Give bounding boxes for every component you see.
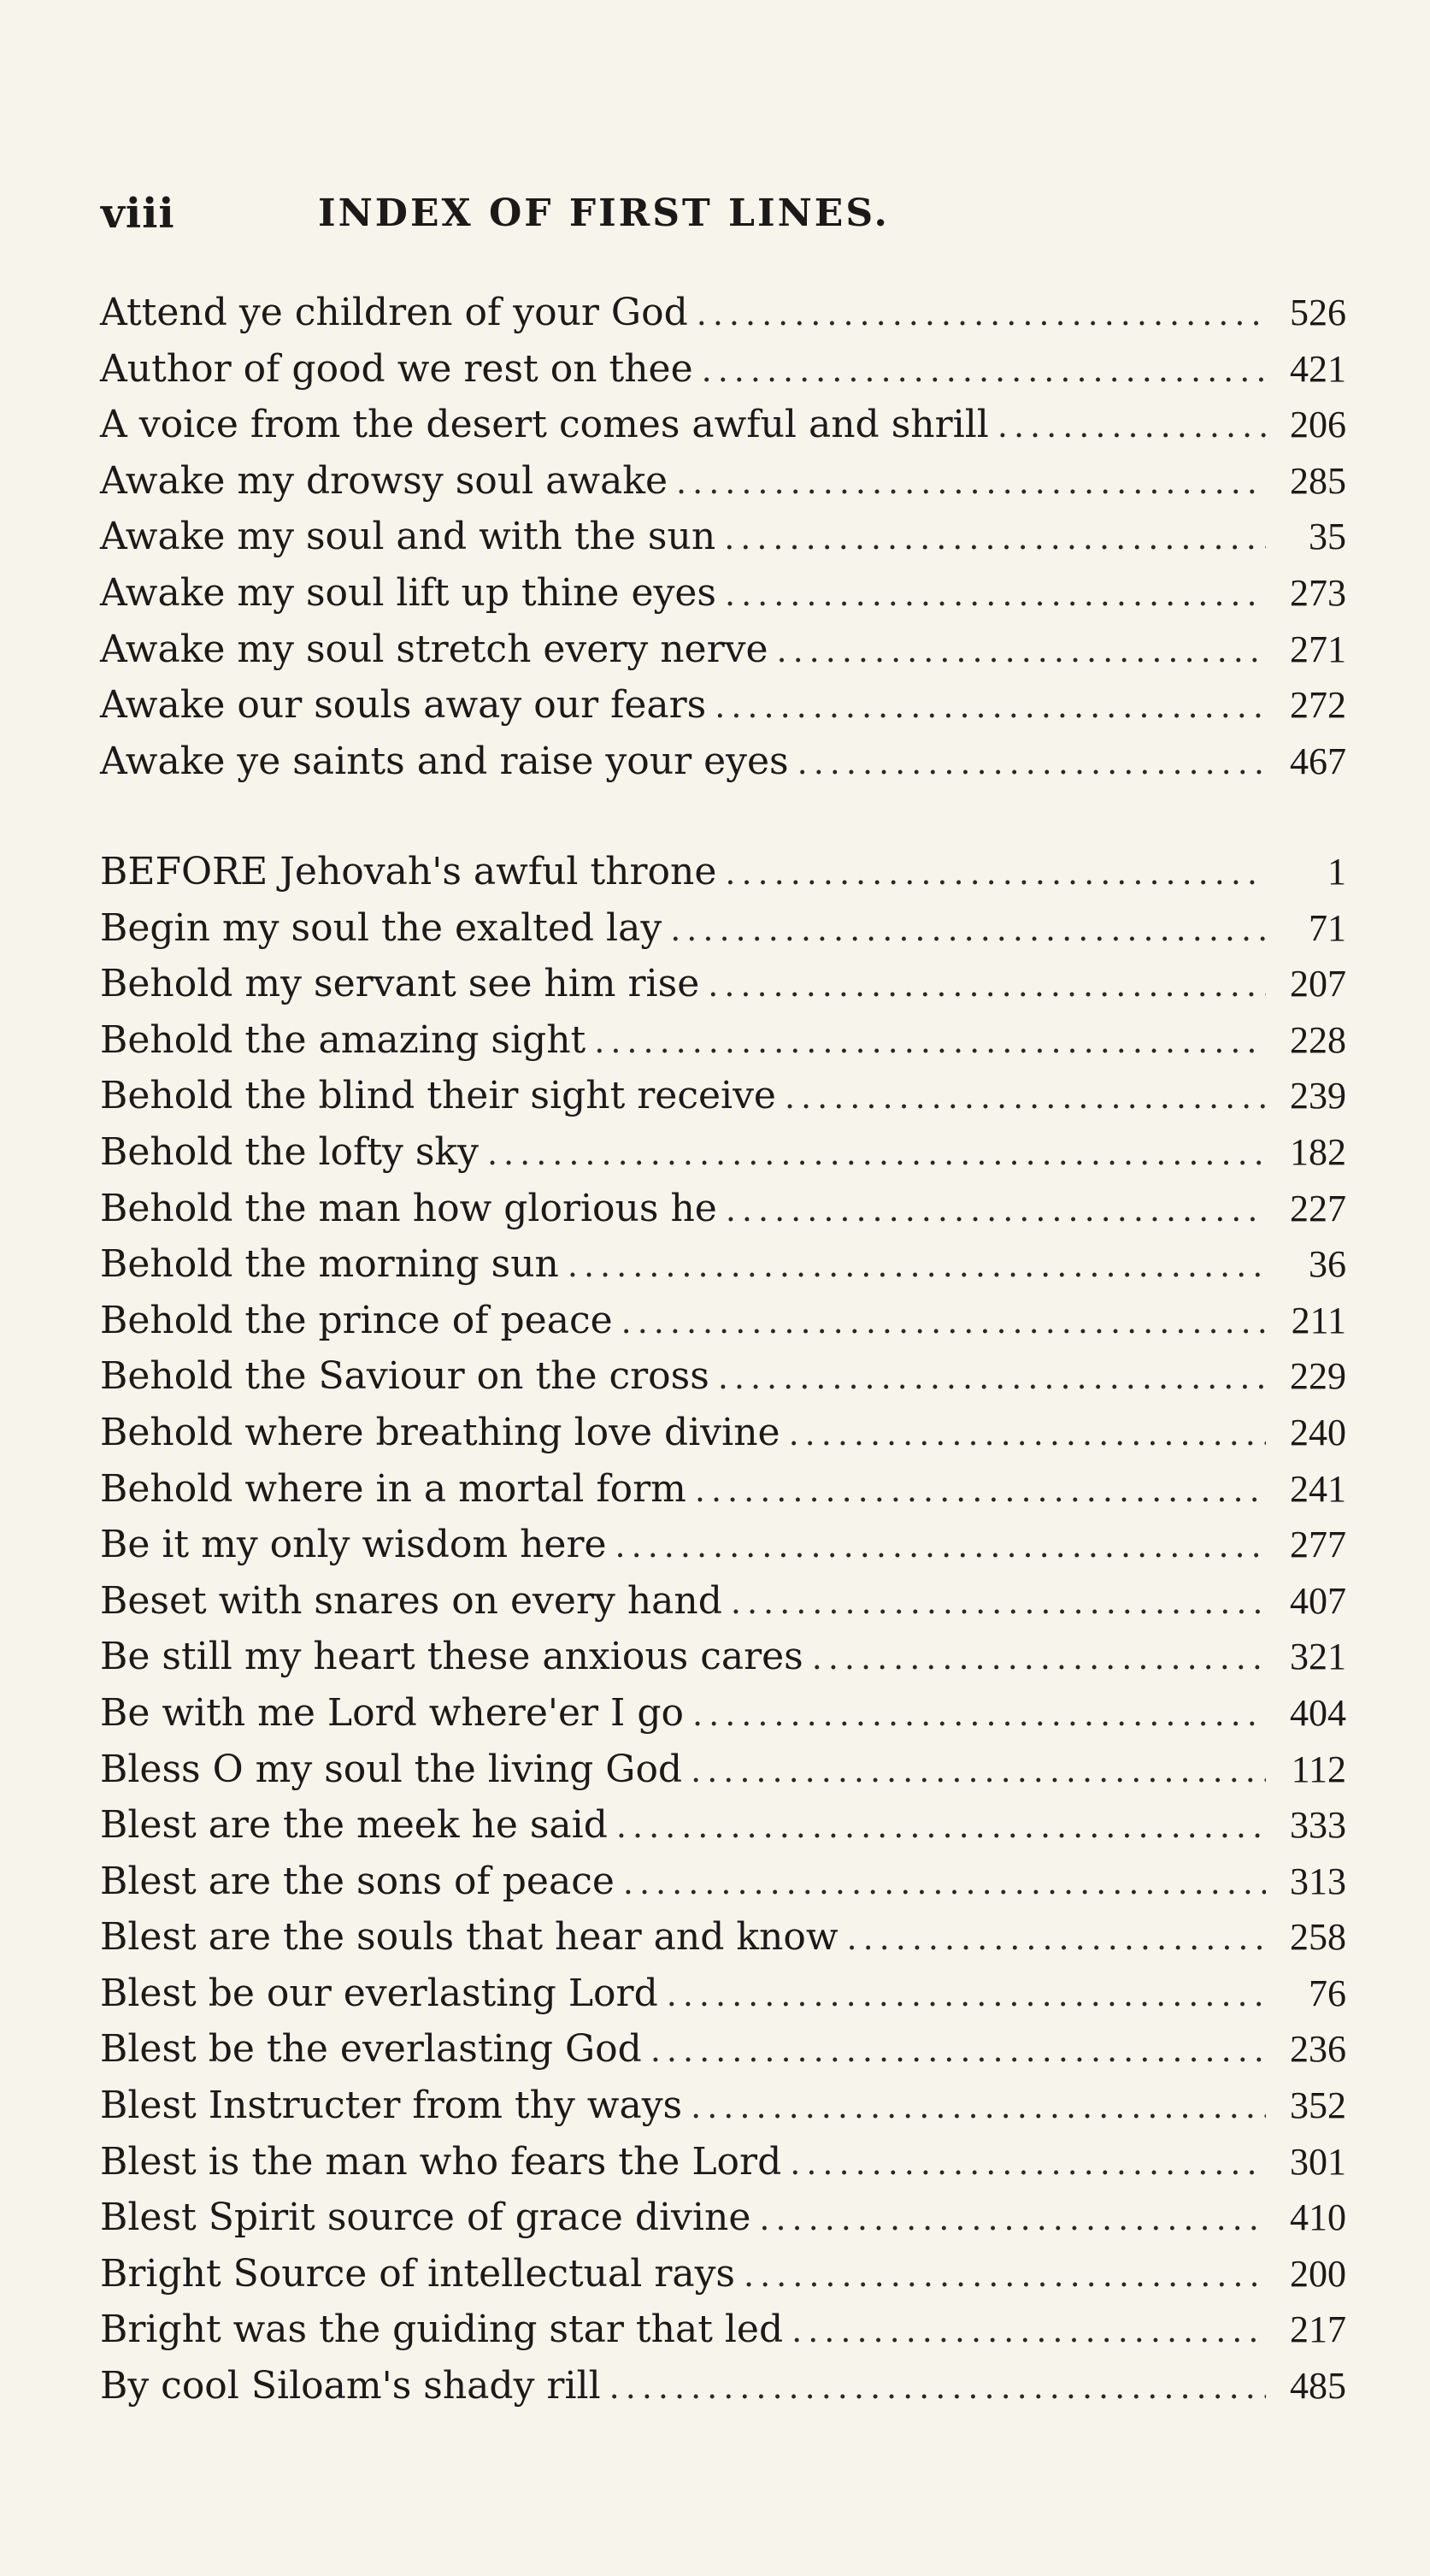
hymn-number: 236 — [1290, 2028, 1346, 2071]
dot-leader — [785, 1070, 1266, 1126]
index-entry — [100, 1909, 1346, 1966]
first-line-text: Behold the prince of peace — [100, 1298, 613, 1342]
dot-leader — [715, 679, 1266, 735]
hymn-number: 271 — [1290, 628, 1346, 670]
hymn-number: 228 — [1290, 1018, 1346, 1061]
first-line-text: Behold the amazing sight — [100, 1017, 586, 1062]
first-line-text: Blest Spirit source of grace divine — [100, 2196, 751, 2240]
index-entry — [100, 509, 1346, 565]
first-line-text: BEFORE Jehovah's awful throne — [100, 850, 717, 893]
dot-leader — [691, 1743, 1266, 1800]
index-entry — [100, 2358, 1346, 2414]
dot-leader — [695, 1463, 1266, 1519]
hymn-number: 240 — [1290, 1411, 1346, 1453]
dot-leader — [708, 958, 1266, 1014]
dot-leader — [792, 2303, 1266, 2360]
first-line-text: Bright was the guiding star that led — [100, 2308, 784, 2352]
dot-leader — [789, 1406, 1266, 1463]
index-entry — [100, 1348, 1346, 1405]
first-line-text: Behold my servant see him rise — [100, 962, 700, 1006]
index-section-b — [100, 844, 1346, 2414]
index-entry — [100, 285, 1346, 341]
index-entry — [100, 1854, 1346, 1910]
index-entry — [100, 397, 1346, 453]
index-entry — [100, 1966, 1346, 2022]
first-line-text: Blest are the meek he said — [100, 1803, 608, 1848]
first-line-text: Be still my heart these anxious cares — [100, 1635, 803, 1679]
first-line-text: Behold the Saviour on the cross — [100, 1354, 709, 1399]
hymn-number: 526 — [1290, 292, 1346, 333]
dot-leader — [697, 286, 1266, 343]
index-entry — [100, 1012, 1346, 1069]
hymn-number: 410 — [1290, 2196, 1346, 2239]
first-line-text: Behold where breathing love divine — [100, 1410, 780, 1454]
hymn-number: 229 — [1290, 1355, 1346, 1398]
first-line-text: Blest be our everlasting Lord — [100, 1971, 658, 2015]
hymn-number: 301 — [1290, 2140, 1346, 2183]
dot-leader — [616, 1799, 1266, 1855]
first-line-text: Bless O my soul the living God — [100, 1747, 683, 1791]
index-entry — [100, 1685, 1346, 1742]
dot-leader — [726, 1182, 1266, 1239]
index-entry — [100, 1293, 1346, 1349]
hymn-number: 1 — [1327, 851, 1346, 893]
first-line-text: Behold the man how glorious he — [100, 1186, 717, 1230]
dot-leader — [724, 510, 1266, 567]
index-entry — [100, 1181, 1346, 1237]
hymn-number: 352 — [1290, 2084, 1346, 2127]
index-entry — [100, 565, 1346, 622]
hymn-number: 467 — [1290, 740, 1346, 782]
index-entry — [100, 1517, 1346, 1573]
index-entry — [100, 341, 1346, 398]
page-number: viii — [101, 190, 175, 238]
hymn-number: 35 — [1309, 516, 1346, 558]
dot-leader — [692, 1687, 1266, 1743]
index-entry — [100, 453, 1346, 510]
dot-leader — [650, 2023, 1266, 2079]
index-section-a — [100, 285, 1346, 789]
index-entry — [100, 844, 1346, 900]
first-line-text: Blest be the everlasting God — [100, 2027, 642, 2072]
first-line-text: Bright Source of intellectual rays — [100, 2251, 736, 2296]
dot-leader — [615, 1518, 1266, 1575]
hymn-number: 404 — [1290, 1691, 1346, 1734]
dot-leader — [691, 2079, 1266, 2136]
dot-leader — [702, 343, 1266, 399]
hymn-number: 273 — [1290, 571, 1346, 614]
dot-leader — [847, 1911, 1267, 1967]
index-entry — [100, 1068, 1346, 1124]
dot-leader — [797, 735, 1266, 792]
hymn-number: 285 — [1290, 459, 1346, 502]
first-line-text: Awake my soul stretch every nerve — [100, 627, 768, 671]
index-entry — [100, 734, 1346, 790]
index-entry — [100, 1797, 1346, 1854]
dot-leader — [621, 1294, 1266, 1351]
first-line-text: Awake my soul and with the sun — [100, 515, 716, 559]
dot-leader — [744, 2248, 1266, 2304]
first-line-text: A voice from the desert comes awful and shrill — [100, 403, 989, 447]
index-entry — [100, 1236, 1346, 1293]
dot-leader — [623, 1855, 1266, 1912]
index-entry — [100, 2190, 1346, 2246]
dot-leader — [670, 902, 1266, 958]
first-line-text: Begin my soul the exalted lay — [100, 905, 662, 950]
hymn-number: 485 — [1290, 2365, 1346, 2408]
hymn-number: 112 — [1291, 1748, 1346, 1790]
dot-leader — [667, 1967, 1266, 2024]
index-entry — [100, 1742, 1346, 1798]
index-entry — [100, 677, 1346, 734]
first-line-text: Blest are the souls that hear and know — [100, 1915, 839, 1960]
hymn-number: 200 — [1290, 2252, 1346, 2295]
index-entry — [100, 1461, 1346, 1518]
first-line-text: Awake our souls away our fears — [100, 683, 707, 728]
index-entry — [100, 956, 1346, 1012]
hymn-number: 76 — [1309, 1972, 1346, 2014]
hymn-number: 277 — [1290, 1524, 1346, 1566]
hymn-number: 71 — [1309, 906, 1346, 949]
dot-leader — [997, 398, 1266, 455]
index-entry — [100, 2021, 1346, 2078]
hymn-number: 258 — [1290, 1916, 1346, 1959]
dot-leader — [759, 2191, 1266, 2248]
index-entry — [100, 2246, 1346, 2302]
first-line-text: Behold the blind their sight receive — [100, 1074, 776, 1118]
first-line-text: Be with me Lord where'er I go — [100, 1690, 685, 1735]
first-line-text: Blest Instructer from thy ways — [100, 2084, 683, 2128]
index-entry — [100, 2302, 1346, 2358]
hymn-number: 36 — [1309, 1243, 1346, 1286]
index-entry — [100, 1629, 1346, 1685]
dot-leader — [609, 2360, 1266, 2416]
dot-leader — [676, 455, 1266, 511]
index-entry — [100, 622, 1346, 678]
hymn-number: 206 — [1290, 404, 1346, 446]
hymn-number: 211 — [1291, 1299, 1346, 1341]
hymn-number: 313 — [1290, 1860, 1346, 1902]
first-line-text: By cool Siloam's shady rill — [100, 2364, 601, 2408]
first-line-text: Blest is the man who fears the Lord — [100, 2139, 782, 2184]
first-line-text: Awake my soul lift up thine eyes — [100, 570, 716, 615]
hymn-number: 321 — [1290, 1636, 1346, 1678]
index-entry — [100, 1124, 1346, 1181]
hymn-number: 241 — [1290, 1467, 1346, 1510]
hymn-number: 227 — [1290, 1187, 1346, 1229]
first-line-text: Behold the morning sun — [100, 1242, 559, 1287]
first-line-text: Author of good we rest on thee — [100, 346, 693, 391]
hymn-number: 217 — [1290, 2308, 1346, 2351]
first-line-text: Beset with snares on every hand — [100, 1578, 722, 1623]
dot-leader — [568, 1238, 1266, 1294]
page-header — [101, 190, 1349, 241]
dot-leader — [812, 1630, 1266, 1687]
hymn-number: 407 — [1290, 1579, 1346, 1622]
first-line-text: Awake my drowsy soul awake — [100, 458, 668, 503]
index-entry — [100, 1573, 1346, 1630]
index-entry — [100, 900, 1346, 957]
first-line-text: Blest are the sons of peace — [100, 1859, 615, 1903]
dot-leader — [487, 1126, 1266, 1182]
hymn-number: 182 — [1290, 1130, 1346, 1173]
index-entry — [100, 1405, 1346, 1461]
hymn-number: 207 — [1290, 963, 1346, 1005]
index-entry — [100, 2078, 1346, 2134]
dot-leader — [790, 2136, 1266, 2192]
running-title: INDEX OF FIRST LINES. — [318, 192, 890, 235]
dot-leader — [718, 1350, 1266, 1406]
first-line-text: Behold the lofty sky — [100, 1129, 479, 1174]
first-line-text: Behold where in a mortal form — [100, 1466, 686, 1511]
hymn-number: 272 — [1290, 684, 1346, 727]
dot-leader — [777, 623, 1266, 680]
dot-leader — [725, 846, 1266, 902]
first-line-text: Attend ye children of your God — [100, 291, 688, 334]
first-line-text: Awake ye saints and raise your eyes — [100, 739, 789, 783]
hymn-number: 421 — [1290, 347, 1346, 390]
dot-leader — [594, 1014, 1266, 1070]
first-line-text: Be it my only wisdom here — [100, 1523, 607, 1567]
dot-leader — [731, 1575, 1266, 1631]
hymn-number: 239 — [1290, 1075, 1346, 1117]
hymn-number: 333 — [1290, 1804, 1346, 1847]
index-entry — [100, 2134, 1346, 2190]
dot-leader — [725, 567, 1266, 623]
